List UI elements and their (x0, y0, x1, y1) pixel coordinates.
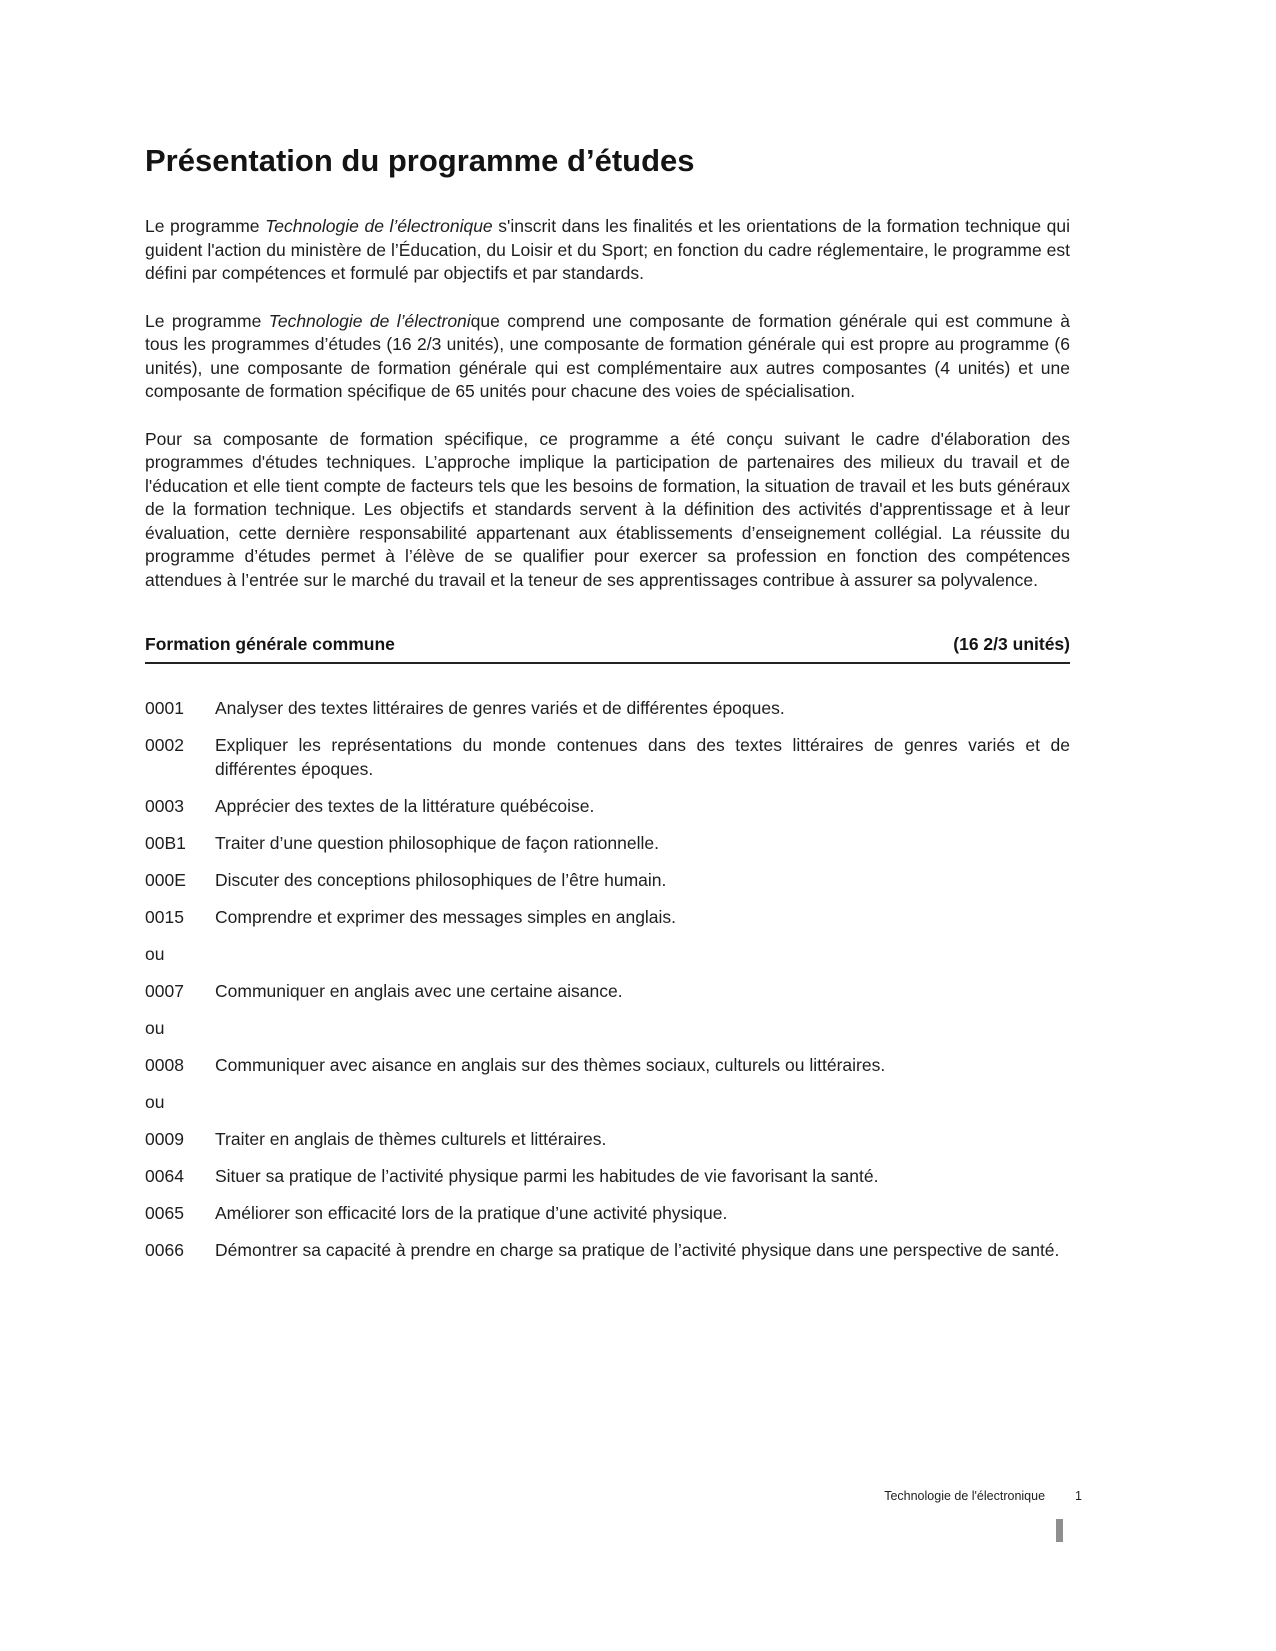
intro-paragraph-2 (145, 310, 1070, 404)
competency-row (145, 979, 1070, 1003)
footer-page-number: 1 (1075, 1489, 1082, 1503)
competency-row (145, 696, 1070, 720)
page-title: Présentation du programme d’études (145, 143, 695, 178)
competency-code: 000E (145, 870, 186, 890)
competency-text: Situer sa pratique de l’activité physique parmi les habitudes de vie favorisant la santé. (215, 1166, 879, 1186)
competency-text: Discuter des conceptions philosophiques de l’être humain. (215, 870, 667, 890)
competency-code: 0007 (145, 981, 184, 1001)
section-title: Formation générale commune (145, 634, 395, 654)
competency-list (145, 696, 1070, 1262)
competency-row (145, 1127, 1070, 1151)
competency-text: Analyser des textes littéraires de genres variés et de différentes époques. (215, 698, 785, 718)
competency-row (145, 1164, 1070, 1188)
competency-row (145, 733, 1070, 781)
paragraph-text-run: Le programme (145, 216, 266, 236)
competency-row (145, 1238, 1070, 1262)
competency-row (145, 1201, 1070, 1225)
page-footer (884, 1489, 1082, 1503)
competency-code: 0015 (145, 907, 184, 927)
competency-row (145, 942, 1070, 966)
intro-paragraph-3: Pour sa composante de formation spécifique, ce programme a été conçu suivant le cadre d'élaboration des programmes d'études techniques. L’approche implique la participation de partenaires des milieux du travail et de l'éducation et elle tient compte de facteurs tels que les besoins de formation, la situation de travail et les buts généraux de la formation technique. Les objectifs et standards servent à la définition des activités d'apprentissage et à leur évaluation, cette dernière responsabilité appartenant aux établissements d’enseignement collégial. La réussite du programme d’études permet à l’élève de se qualifier pour exercer sa profession en fonction des compétences attendues à l’entrée sur le marché du travail et la teneur de ses apprentissages contribue à assurer sa polyvalence. (145, 428, 1070, 590)
competency-code: ou (145, 944, 165, 964)
competency-text: Traiter d’une question philosophique de façon rationnelle. (215, 833, 659, 853)
competency-code: 0002 (145, 735, 184, 755)
competency-text (215, 942, 1070, 966)
competency-text: Expliquer les représentations du monde contenues dans des textes littéraires de genres variés et de différentes époques. (215, 735, 1070, 779)
program-name-italic: Technologie de l’électronique (265, 216, 493, 236)
competency-row (145, 1053, 1070, 1077)
competency-text: Apprécier des textes de la littérature québécoise. (215, 796, 595, 816)
intro-paragraph-1 (145, 215, 1070, 286)
paragraph-text-run: que comprend une composante de formation générale qui est commune à tous les programmes d’études (16 2/3 unités), une composante de formation générale qui est propre au programme (6 unités), une composante de formation générale qui est complémentaire aux autres composantes (4 unités) et une composante de formation spécifique de 65 unités pour chacune des voies de spécialisation. (145, 310, 1070, 401)
footer-doc-title: Technologie de l'électronique (884, 1489, 1046, 1503)
competency-row (145, 831, 1070, 855)
competency-row (145, 1016, 1070, 1040)
competency-code: 0066 (145, 1240, 184, 1260)
page-edge-marker (1056, 1519, 1063, 1542)
competency-code: 0064 (145, 1166, 184, 1186)
competency-text (215, 1090, 1070, 1114)
competency-text: Communiquer en anglais avec une certaine aisance. (215, 981, 623, 1001)
competency-row (145, 1090, 1070, 1114)
program-name-italic: Technologie de l’électroni (268, 310, 471, 331)
competency-text: Améliorer son efficacité lors de la pratique d’une activité physique. (215, 1203, 728, 1223)
competency-code: 0003 (145, 796, 184, 816)
competency-text: Traiter en anglais de thèmes culturels et littéraires. (215, 1129, 607, 1149)
section-header (145, 634, 1070, 664)
paragraph-text-run: Le programme (145, 310, 269, 331)
paragraph-text-run: s'inscrit dans les finalités et les orientations de la formation technique qui guident l'action du ministère de l’Éducation, du Loisir et du Sport; en fonction du cadre réglementaire, le programme est défini par compétences et formulé par objectifs et par standards. (145, 216, 1070, 283)
competency-text: Comprendre et exprimer des messages simples en anglais. (215, 907, 677, 927)
competency-text (215, 1016, 1070, 1040)
competency-code: ou (145, 1018, 165, 1038)
competency-code: 0009 (145, 1129, 184, 1149)
competency-row (145, 794, 1070, 818)
competency-code: 0001 (145, 698, 184, 718)
section-units: (16 2/3 unités) (953, 634, 1070, 654)
competency-code: 0065 (145, 1203, 184, 1223)
competency-code: 00B1 (145, 833, 186, 853)
competency-code: ou (145, 1092, 165, 1112)
competency-text: Communiquer avec aisance en anglais sur des thèmes sociaux, culturels ou littéraires. (215, 1055, 886, 1075)
competency-text: Démontrer sa capacité à prendre en charge sa pratique de l’activité physique dans une perspective de santé. (215, 1240, 1060, 1260)
competency-row (145, 868, 1070, 892)
competency-code: 0008 (145, 1055, 184, 1075)
competency-row (145, 905, 1070, 929)
